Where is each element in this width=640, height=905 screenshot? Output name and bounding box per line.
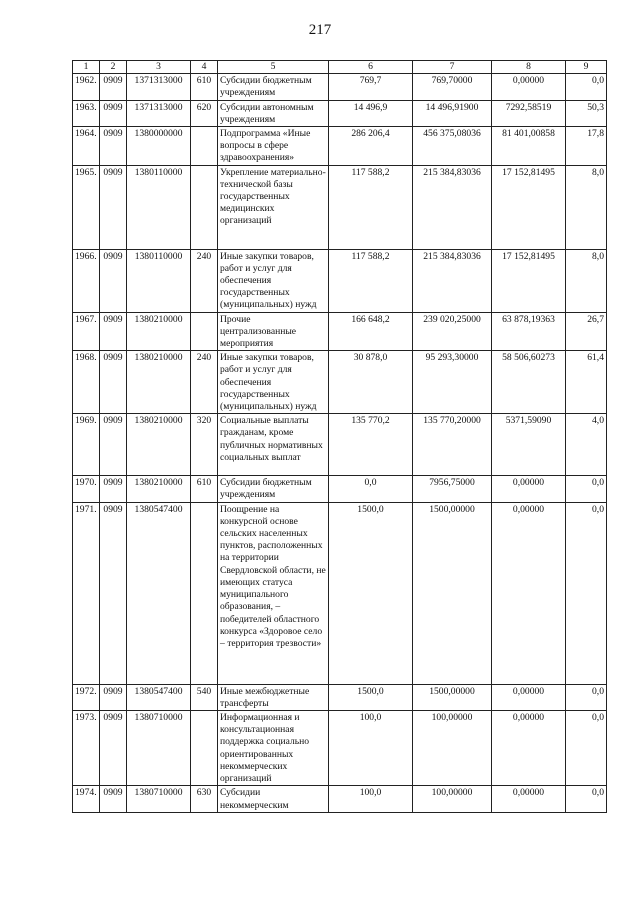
expense-type-code bbox=[191, 165, 218, 249]
row-number: 1964. bbox=[73, 127, 100, 166]
percent-col9: 0,0 bbox=[566, 74, 607, 100]
item-name: Информационная и консультационная поддержка социально ориентированных некоммерческих организаций bbox=[218, 711, 329, 786]
section-code: 0909 bbox=[100, 351, 127, 414]
column-header: 7 bbox=[413, 61, 492, 74]
amount-col7: 100,00000 bbox=[413, 786, 492, 812]
expense-type-code: 240 bbox=[191, 249, 218, 312]
percent-col9: 17,8 bbox=[566, 127, 607, 166]
target-code: 1380710000 bbox=[127, 711, 191, 786]
column-header: 9 bbox=[566, 61, 607, 74]
amount-col7: 1500,00000 bbox=[413, 684, 492, 710]
section-code: 0909 bbox=[100, 414, 127, 476]
amount-col6: 1500,0 bbox=[329, 502, 413, 684]
item-name: Иные закупки товаров, работ и услуг для обеспечения государственных (муниципальных) нужд bbox=[218, 249, 329, 312]
percent-col9: 0,0 bbox=[566, 684, 607, 710]
row-number: 1969. bbox=[73, 414, 100, 476]
table-row bbox=[73, 165, 607, 249]
amount-col6: 1500,0 bbox=[329, 684, 413, 710]
expense-type-code: 620 bbox=[191, 100, 218, 126]
amount-col6: 166 648,2 bbox=[329, 312, 413, 351]
item-name: Иные межбюджетные трансферты bbox=[218, 684, 329, 710]
percent-col9: 8,0 bbox=[566, 165, 607, 249]
row-number: 1967. bbox=[73, 312, 100, 351]
target-code: 1371313000 bbox=[127, 100, 191, 126]
item-name: Укрепление материально-технической базы государственных медицинских организаций bbox=[218, 165, 329, 249]
table-row bbox=[73, 684, 607, 710]
amount-col6: 100,0 bbox=[329, 786, 413, 812]
amount-col7: 95 293,30000 bbox=[413, 351, 492, 414]
row-number: 1968. bbox=[73, 351, 100, 414]
amount-col8: 0,00000 bbox=[492, 74, 566, 100]
header-row bbox=[73, 61, 607, 74]
table-row bbox=[73, 312, 607, 351]
row-number: 1966. bbox=[73, 249, 100, 312]
column-header: 2 bbox=[100, 61, 127, 74]
section-code: 0909 bbox=[100, 711, 127, 786]
target-code: 1380210000 bbox=[127, 414, 191, 476]
amount-col8: 7292,58519 bbox=[492, 100, 566, 126]
expense-type-code bbox=[191, 312, 218, 351]
column-header: 8 bbox=[492, 61, 566, 74]
page-number: 217 bbox=[308, 22, 332, 38]
table-row bbox=[73, 502, 607, 684]
budget-table bbox=[72, 60, 607, 813]
amount-col7: 100,00000 bbox=[413, 711, 492, 786]
amount-col8: 5371,59090 bbox=[492, 414, 566, 476]
row-number: 1974. bbox=[73, 786, 100, 812]
amount-col8: 0,00000 bbox=[492, 502, 566, 684]
section-code: 0909 bbox=[100, 74, 127, 100]
amount-col6: 30 878,0 bbox=[329, 351, 413, 414]
amount-col8: 0,00000 bbox=[492, 476, 566, 502]
amount-col8: 58 506,60273 bbox=[492, 351, 566, 414]
amount-col8: 0,00000 bbox=[492, 786, 566, 812]
table-row bbox=[73, 414, 607, 476]
column-header: 1 bbox=[73, 61, 100, 74]
table-row bbox=[73, 249, 607, 312]
amount-col7: 14 496,91900 bbox=[413, 100, 492, 126]
amount-col7: 7956,75000 bbox=[413, 476, 492, 502]
expense-type-code: 610 bbox=[191, 74, 218, 100]
section-code: 0909 bbox=[100, 476, 127, 502]
expense-type-code: 610 bbox=[191, 476, 218, 502]
target-code: 1371313000 bbox=[127, 74, 191, 100]
table-row bbox=[73, 74, 607, 100]
target-code: 1380710000 bbox=[127, 786, 191, 812]
percent-col9: 26,7 bbox=[566, 312, 607, 351]
amount-col8: 81 401,00858 bbox=[492, 127, 566, 166]
item-name: Иные закупки товаров, работ и услуг для обеспечения государственных (муниципальных) нужд bbox=[218, 351, 329, 414]
item-name: Поощрение на конкурсной основе сельских населенных пунктов, расположенных на территории Свердловской области, не имеющих статуса муниципального образования, – победителей областного конкурса «Здоровое село – территория трезвости» bbox=[218, 502, 329, 684]
percent-col9: 0,0 bbox=[566, 786, 607, 812]
amount-col6: 135 770,2 bbox=[329, 414, 413, 476]
section-code: 0909 bbox=[100, 249, 127, 312]
amount-col7: 215 384,83036 bbox=[413, 249, 492, 312]
amount-col8: 0,00000 bbox=[492, 711, 566, 786]
amount-col6: 100,0 bbox=[329, 711, 413, 786]
row-number: 1973. bbox=[73, 711, 100, 786]
amount-col6: 286 206,4 bbox=[329, 127, 413, 166]
amount-col7: 456 375,08036 bbox=[413, 127, 492, 166]
row-number: 1962. bbox=[73, 74, 100, 100]
expense-type-code bbox=[191, 711, 218, 786]
item-name: Субсидии бюджетным учреждениям bbox=[218, 74, 329, 100]
target-code: 1380547400 bbox=[127, 502, 191, 684]
expense-type-code bbox=[191, 502, 218, 684]
target-code: 1380210000 bbox=[127, 351, 191, 414]
amount-col6: 14 496,9 bbox=[329, 100, 413, 126]
item-name: Социальные выплаты гражданам, кроме публичных нормативных социальных выплат bbox=[218, 414, 329, 476]
item-name: Подпрограмма «Иные вопросы в сфере здравоохранения» bbox=[218, 127, 329, 166]
row-number: 1965. bbox=[73, 165, 100, 249]
amount-col6: 769,7 bbox=[329, 74, 413, 100]
row-number: 1972. bbox=[73, 684, 100, 710]
amount-col6: 117 588,2 bbox=[329, 249, 413, 312]
column-header: 5 bbox=[218, 61, 329, 74]
table-row bbox=[73, 711, 607, 786]
amount-col7: 215 384,83036 bbox=[413, 165, 492, 249]
item-name: Субсидии автономным учреждениям bbox=[218, 100, 329, 126]
percent-col9: 4,0 bbox=[566, 414, 607, 476]
section-code: 0909 bbox=[100, 127, 127, 166]
table-row bbox=[73, 127, 607, 166]
amount-col8: 17 152,81495 bbox=[492, 165, 566, 249]
amount-col6: 0,0 bbox=[329, 476, 413, 502]
expense-type-code: 630 bbox=[191, 786, 218, 812]
percent-col9: 0,0 bbox=[566, 711, 607, 786]
target-code: 1380110000 bbox=[127, 249, 191, 312]
expense-type-code: 320 bbox=[191, 414, 218, 476]
amount-col8: 17 152,81495 bbox=[492, 249, 566, 312]
item-name: Субсидии бюджетным учреждениям bbox=[218, 476, 329, 502]
percent-col9: 0,0 bbox=[566, 502, 607, 684]
target-code: 1380547400 bbox=[127, 684, 191, 710]
percent-col9: 0,0 bbox=[566, 476, 607, 502]
percent-col9: 8,0 bbox=[566, 249, 607, 312]
section-code: 0909 bbox=[100, 786, 127, 812]
expense-type-code: 240 bbox=[191, 351, 218, 414]
target-code: 1380000000 bbox=[127, 127, 191, 166]
section-code: 0909 bbox=[100, 502, 127, 684]
table-row bbox=[73, 476, 607, 502]
target-code: 1380210000 bbox=[127, 312, 191, 351]
amount-col7: 239 020,25000 bbox=[413, 312, 492, 351]
column-header: 4 bbox=[191, 61, 218, 74]
row-number: 1970. bbox=[73, 476, 100, 502]
column-header: 3 bbox=[127, 61, 191, 74]
section-code: 0909 bbox=[100, 684, 127, 710]
table-row bbox=[73, 351, 607, 414]
target-code: 1380210000 bbox=[127, 476, 191, 502]
amount-col8: 63 878,19363 bbox=[492, 312, 566, 351]
column-header: 6 bbox=[329, 61, 413, 74]
amount-col7: 135 770,20000 bbox=[413, 414, 492, 476]
amount-col8: 0,00000 bbox=[492, 684, 566, 710]
percent-col9: 61,4 bbox=[566, 351, 607, 414]
expense-type-code bbox=[191, 127, 218, 166]
percent-col9: 50,3 bbox=[566, 100, 607, 126]
section-code: 0909 bbox=[100, 312, 127, 351]
table-row bbox=[73, 100, 607, 126]
row-number: 1963. bbox=[73, 100, 100, 126]
table-row bbox=[73, 786, 607, 812]
amount-col6: 117 588,2 bbox=[329, 165, 413, 249]
item-name: Субсидии некоммерческим bbox=[218, 786, 329, 812]
expense-type-code: 540 bbox=[191, 684, 218, 710]
amount-col7: 1500,00000 bbox=[413, 502, 492, 684]
target-code: 1380110000 bbox=[127, 165, 191, 249]
amount-col7: 769,70000 bbox=[413, 74, 492, 100]
section-code: 0909 bbox=[100, 165, 127, 249]
item-name: Прочие централизованные мероприятия bbox=[218, 312, 329, 351]
section-code: 0909 bbox=[100, 100, 127, 126]
row-number: 1971. bbox=[73, 502, 100, 684]
